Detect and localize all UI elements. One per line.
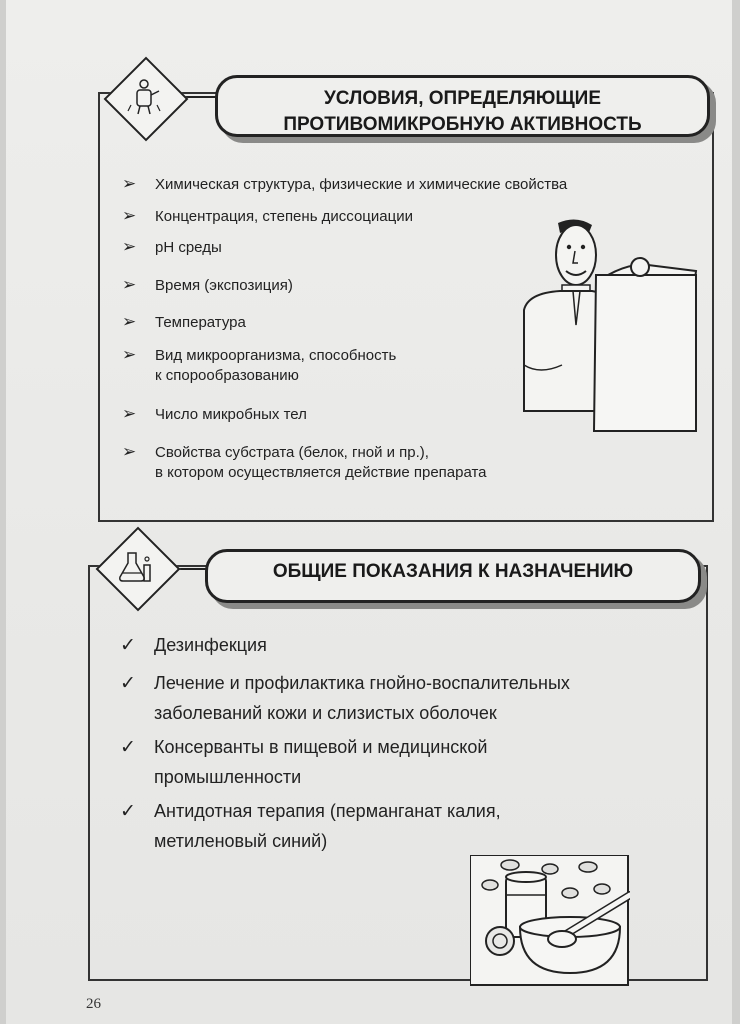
list-item-text: к спорообразованию <box>155 367 299 384</box>
arrowhead-bullet-icon: ➢ <box>122 312 137 331</box>
arrowhead-bullet-icon: ➢ <box>122 404 137 423</box>
list-item-text: Температура <box>155 314 246 331</box>
arrowhead-bullet-icon: ➢ <box>122 345 137 364</box>
list-item-text: Химическая структура, физические и химические свойства <box>155 176 568 193</box>
arrowhead-bullet-icon: ➢ <box>122 442 137 461</box>
list-item-text: Вид микроорганизма, способность <box>155 347 397 364</box>
list-item-text: Консерванты в пищевой и медицинской <box>154 737 488 757</box>
list-item-text: Время (экспозиция) <box>155 277 293 294</box>
list-item-text: Число микробных тел <box>155 406 307 423</box>
pills-and-mortar-illustration <box>470 855 630 987</box>
list-item-text: Концентрация, степень диссоциации <box>155 208 413 225</box>
conditions-header-line1: УСЛОВИЯ, ОПРЕДЕЛЯЮЩИЕ <box>323 88 602 109</box>
arrowhead-bullet-icon: ➢ <box>122 275 137 294</box>
arrowhead-bullet-icon: ➢ <box>122 206 137 225</box>
conditions-header <box>215 75 710 137</box>
list-item-text: промышленности <box>154 767 302 787</box>
checkmark-bullet-icon: ✓ <box>120 673 136 694</box>
arrowhead-bullet-icon: ➢ <box>122 174 137 193</box>
list-item-text: Дезинфекция <box>154 635 267 655</box>
indications-header: ОБЩИЕ ПОКАЗАНИЯ К НАЗНАЧЕНИЮ <box>205 549 701 603</box>
conditions-header-line2: ПРОТИВОМИКРОБНУЮ АКТИВНОСТЬ <box>283 114 642 135</box>
list-item-text: Свойства субстрата (белок, гной и пр.), <box>155 444 429 461</box>
list-item-text: Лечение и профилактика гнойно-воспалительных <box>154 673 570 693</box>
lab-flask-icon <box>114 545 158 589</box>
list-item-text: метиленовый синий) <box>154 831 328 851</box>
list-item-text: pH среды <box>155 239 222 256</box>
checkmark-bullet-icon: ✓ <box>120 635 136 656</box>
arrowhead-bullet-icon: ➢ <box>122 237 137 256</box>
list-item-text: в котором осуществляется действие препарата <box>155 464 487 481</box>
checkmark-bullet-icon: ✓ <box>120 737 136 758</box>
bottle-chemist-icon <box>122 75 166 119</box>
list-item-text: заболеваний кожи и слизистых оболочек <box>154 703 497 723</box>
list-item-text: Антидотная терапия (перманганат калия, <box>154 801 501 821</box>
man-with-sheet-illustration <box>518 215 704 437</box>
checkmark-bullet-icon: ✓ <box>120 801 136 822</box>
page-number: 26 <box>86 996 101 1012</box>
